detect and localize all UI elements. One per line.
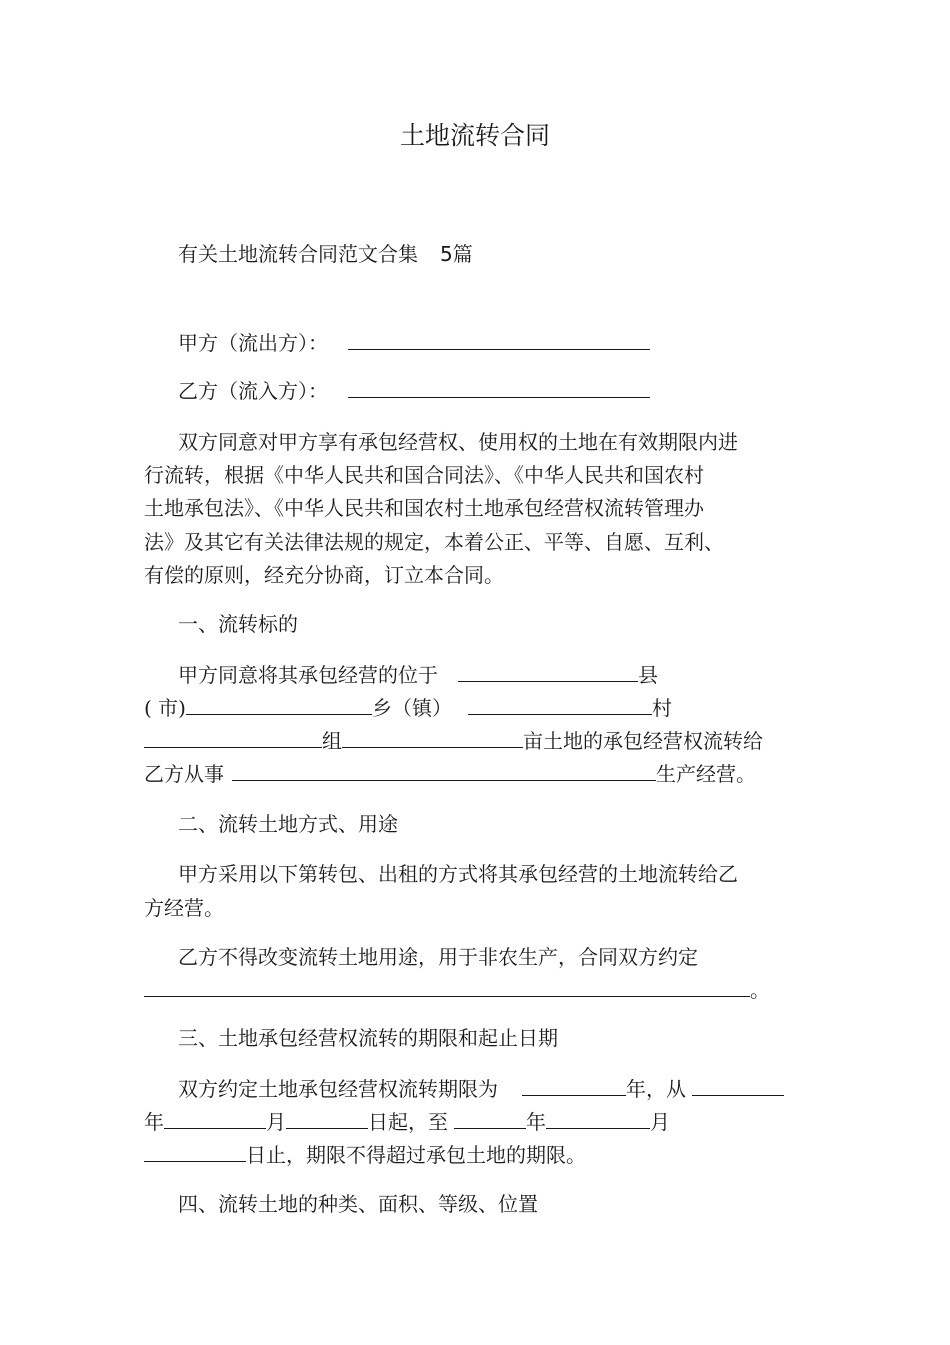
village-blank[interactable] — [144, 728, 322, 748]
section2-p1-line2: 方经营。 — [144, 896, 224, 920]
month-label: 月 — [266, 1110, 286, 1134]
city-label: ( 市) — [144, 696, 186, 720]
subtitle-unit: 篇 — [452, 242, 473, 266]
party-a-line — [178, 330, 650, 356]
section2-heading: 二、流转土地方式、用途 — [178, 812, 398, 836]
year-label: 年 — [526, 1110, 546, 1134]
term-text: 双方约定土地承包经营权流转期限为 — [178, 1077, 498, 1101]
section1-heading: 一、流转标的 — [178, 612, 298, 636]
page-title: 土地流转合同 — [399, 121, 550, 150]
village-label: 村 — [651, 696, 672, 720]
start-year-blank[interactable] — [692, 1076, 784, 1096]
intro-line: 法》及其它有关法律法规的规定，本着公正、平等、自愿、互利、 — [144, 530, 724, 554]
intro-line: 土地承包法》、《中华人民共和国农村土地承包经营权流转管理办 — [144, 496, 704, 520]
agreement-blank[interactable] — [144, 977, 750, 997]
month-label: 月 — [650, 1110, 670, 1134]
period-mark: 。 — [750, 978, 770, 1002]
party-b-label: 乙方（流入方）： — [178, 379, 328, 403]
end-day-text: 日止，期限不得超过承包土地的期限。 — [246, 1143, 586, 1167]
subtitle-text: 有关土地流转合同范文合集 — [178, 242, 418, 266]
year-label: 年 — [626, 1077, 646, 1101]
party-b-blank[interactable] — [348, 378, 650, 398]
party-b-line — [178, 378, 650, 404]
from-label: ，从 — [646, 1077, 686, 1101]
party-a-blank[interactable] — [348, 330, 650, 350]
township-blank[interactable] — [468, 695, 652, 715]
section2-p2-line1: 乙方不得改变流转土地用途，用于非农生产，合同双方约定 — [178, 945, 698, 969]
section3-heading: 三、土地承包经营权流转的期限和起止日期 — [178, 1026, 558, 1050]
intro-line: 双方同意对甲方享有承包经营权、使用权的土地在有效期限内进 — [178, 430, 738, 454]
section1-line3 — [144, 728, 763, 754]
start-month-blank[interactable] — [164, 1109, 266, 1129]
township-label: 乡（镇） — [371, 696, 452, 720]
party-a-label: 甲方（流出方）： — [178, 331, 328, 355]
end-year-blank[interactable] — [454, 1109, 526, 1129]
section3-line3 — [144, 1142, 586, 1168]
start-day-blank[interactable] — [286, 1109, 368, 1129]
engage-label: 乙方从事 — [144, 762, 224, 786]
county-label: 县 — [638, 663, 658, 687]
production-label: 生产经营。 — [656, 762, 756, 786]
section2-p1-line1: 甲方采用以下第转包、出租的方式将其承包经营的土地流转给乙 — [178, 862, 738, 886]
section1-location-text: 甲方同意将其承包经营的位于 — [178, 663, 438, 687]
section1-line1 — [178, 662, 658, 688]
start-day-label: 日起，至 — [368, 1110, 448, 1134]
year-label: 年 — [144, 1110, 164, 1134]
subtitle-count: 5 — [440, 242, 453, 266]
city-blank[interactable] — [186, 695, 372, 715]
section2-p2-line2 — [144, 977, 770, 1003]
end-day-blank[interactable] — [144, 1142, 246, 1162]
group-label: 组 — [322, 729, 342, 753]
area-blank[interactable] — [342, 728, 523, 748]
intro-line: 行流转，根据《中华人民共和国合同法》、《中华人民共和国农村 — [144, 463, 704, 487]
intro-line: 有偿的原则，经充分协商，订立本合同。 — [144, 563, 504, 587]
county-blank[interactable] — [458, 662, 638, 682]
end-month-blank[interactable] — [546, 1109, 650, 1129]
section1-line2 — [144, 695, 672, 721]
section3-line1 — [178, 1076, 784, 1102]
area-unit-text: 亩土地的承包经营权流转给 — [523, 729, 763, 753]
section1-line4 — [144, 761, 756, 787]
term-years-blank[interactable] — [522, 1076, 626, 1096]
section4-heading: 四、流转土地的种类、面积、等级、位置 — [178, 1192, 538, 1216]
production-blank[interactable] — [232, 761, 656, 781]
subtitle — [178, 241, 473, 267]
section3-line2 — [144, 1109, 670, 1135]
